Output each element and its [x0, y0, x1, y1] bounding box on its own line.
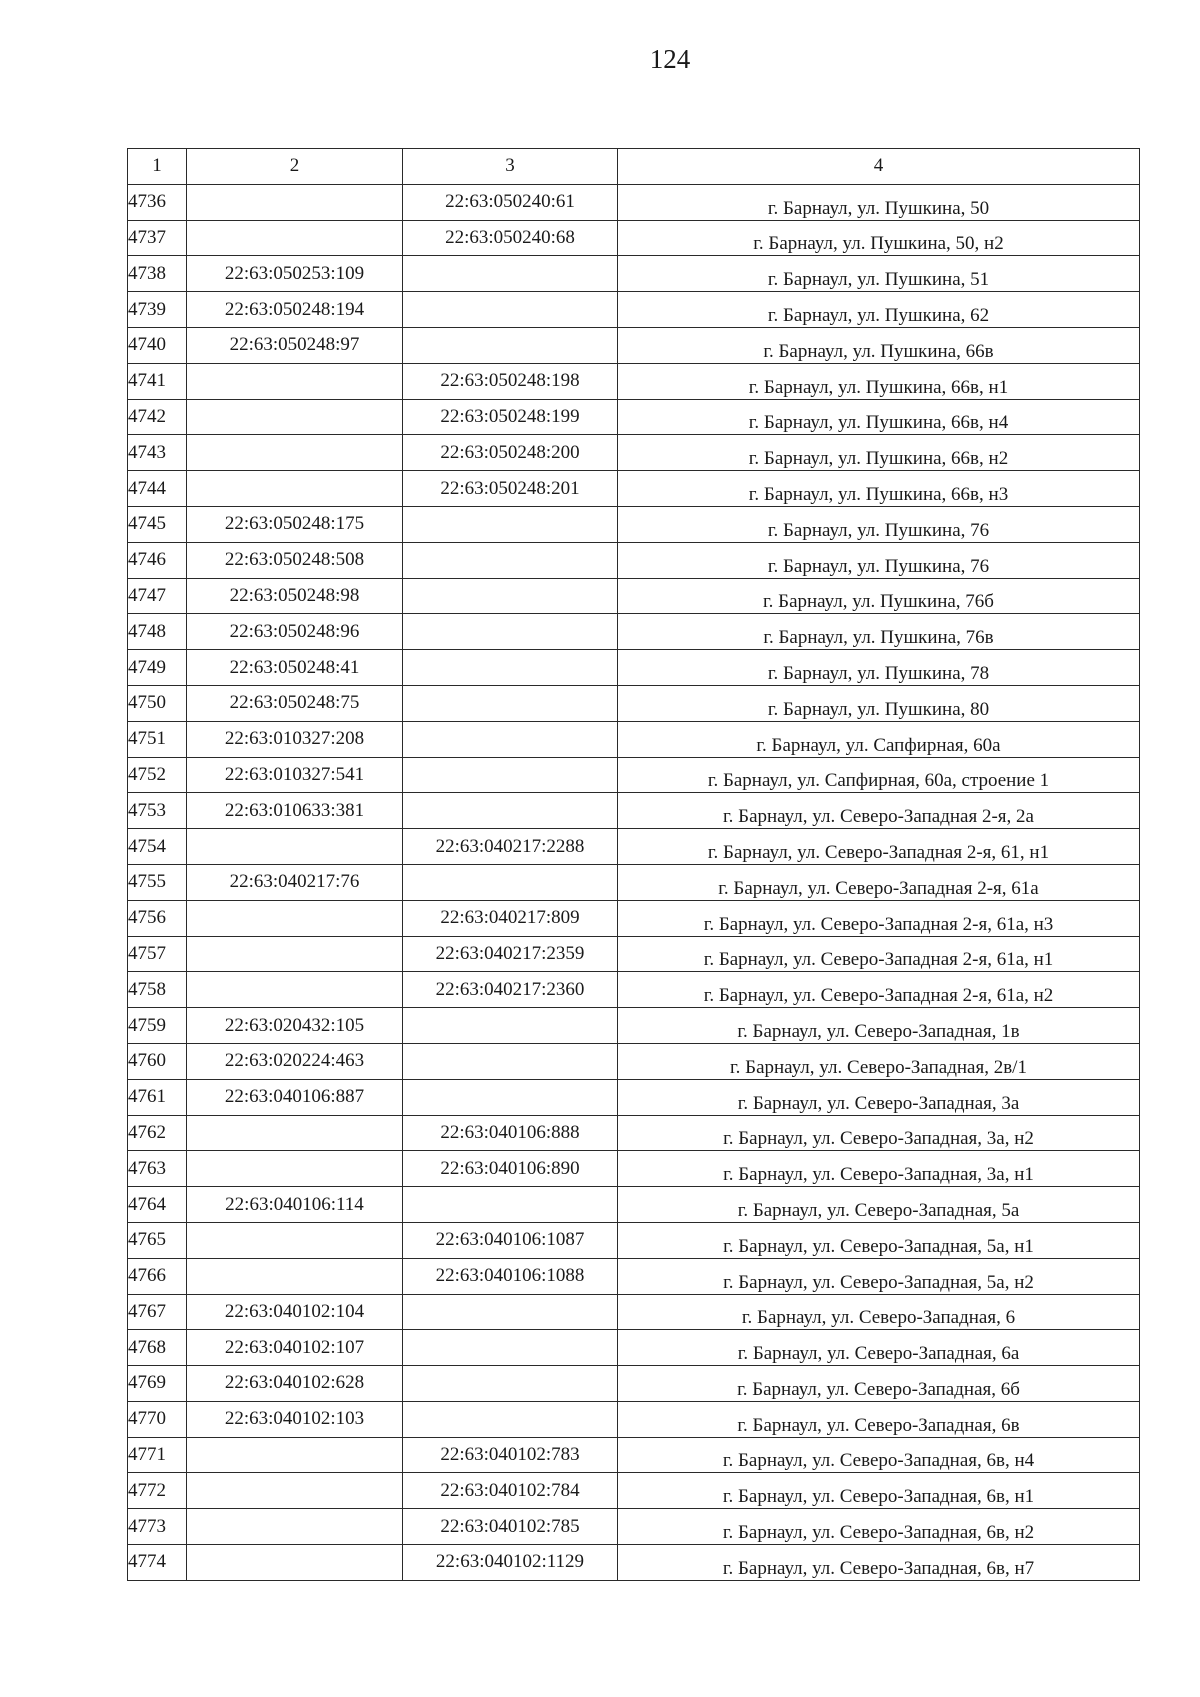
row-number-cell: 4747: [128, 578, 187, 614]
cadastral-number-col3-cell: [403, 614, 618, 650]
row-number-cell: 4763: [128, 1151, 187, 1187]
cadastral-table: [127, 148, 1140, 1581]
row-number-cell: 4764: [128, 1187, 187, 1223]
cadastral-number-col3-cell: [403, 793, 618, 829]
cadastral-number-col2-cell: [187, 1258, 403, 1294]
cadastral-number-col3-cell: [403, 1330, 618, 1366]
table-row: [128, 829, 1140, 865]
header-col-4: 4: [618, 149, 1140, 185]
table-row: [128, 220, 1140, 256]
cadastral-number-col3-cell: 22:63:040217:2360: [403, 972, 618, 1008]
cadastral-number-col2-cell: [187, 1437, 403, 1473]
row-number-cell: 4750: [128, 685, 187, 721]
row-number-cell: 4746: [128, 542, 187, 578]
table-row: [128, 1366, 1140, 1402]
table-row: [128, 1545, 1140, 1581]
cadastral-number-col3-cell: 22:63:040106:888: [403, 1115, 618, 1151]
cadastral-number-col3-cell: 22:63:040106:890: [403, 1151, 618, 1187]
table-row: [128, 542, 1140, 578]
cadastral-number-col3-cell: [403, 1187, 618, 1223]
table-row: [128, 435, 1140, 471]
address-cell: г. Барнаул, ул. Пушкина, 76: [618, 542, 1140, 578]
address-cell: г. Барнаул, ул. Северо-Западная 2-я, 61а: [618, 864, 1140, 900]
cadastral-number-col3-cell: [403, 1043, 618, 1079]
table-row: [128, 471, 1140, 507]
address-cell: г. Барнаул, ул. Северо-Западная, 6в: [618, 1401, 1140, 1437]
cadastral-number-col2-cell: [187, 471, 403, 507]
table-row: [128, 685, 1140, 721]
cadastral-number-col2-cell: 22:63:010633:381: [187, 793, 403, 829]
row-number-cell: 4749: [128, 650, 187, 686]
address-cell: г. Барнаул, ул. Северо-Западная, 6в, н7: [618, 1545, 1140, 1581]
address-cell: г. Барнаул, ул. Пушкина, 76в: [618, 614, 1140, 650]
address-cell: г. Барнаул, ул. Северо-Западная, 6: [618, 1294, 1140, 1330]
row-number-cell: 4760: [128, 1043, 187, 1079]
table-row: [128, 1115, 1140, 1151]
cadastral-number-col2-cell: [187, 220, 403, 256]
header-col-1: 1: [128, 149, 187, 185]
row-number-cell: 4772: [128, 1473, 187, 1509]
address-cell: г. Барнаул, ул. Сапфирная, 60а: [618, 721, 1140, 757]
cadastral-number-col2-cell: [187, 363, 403, 399]
cadastral-number-col2-cell: 22:63:050248:97: [187, 327, 403, 363]
header-col-2: 2: [187, 149, 403, 185]
cadastral-number-col2-cell: 22:63:050248:508: [187, 542, 403, 578]
cadastral-number-col2-cell: [187, 1115, 403, 1151]
address-cell: г. Барнаул, ул. Северо-Западная 2-я, 61а, н3: [618, 900, 1140, 936]
address-cell: г. Барнаул, ул. Северо-Западная, 6в, н2: [618, 1509, 1140, 1545]
address-cell: г. Барнаул, ул. Северо-Западная, 3а: [618, 1079, 1140, 1115]
cadastral-number-col2-cell: [187, 972, 403, 1008]
table-row: [128, 1473, 1140, 1509]
header-row: [128, 149, 1140, 185]
table-row: [128, 936, 1140, 972]
cadastral-number-col2-cell: 22:63:050248:75: [187, 685, 403, 721]
address-cell: г. Барнаул, ул. Северо-Западная, 6а: [618, 1330, 1140, 1366]
table-row: [128, 1151, 1140, 1187]
cadastral-number-col3-cell: 22:63:040217:2359: [403, 936, 618, 972]
address-cell: г. Барнаул, ул. Северо-Западная, 2в/1: [618, 1043, 1140, 1079]
row-number-cell: 4754: [128, 829, 187, 865]
table-row: [128, 1187, 1140, 1223]
cadastral-number-col2-cell: [187, 936, 403, 972]
cadastral-number-col3-cell: [403, 256, 618, 292]
row-number-cell: 4739: [128, 292, 187, 328]
cadastral-number-col3-cell: [403, 292, 618, 328]
address-cell: г. Барнаул, ул. Пушкина, 76: [618, 506, 1140, 542]
cadastral-number-col3-cell: 22:63:040106:1087: [403, 1222, 618, 1258]
table-row: [128, 864, 1140, 900]
cadastral-number-col2-cell: [187, 829, 403, 865]
table-row: [128, 363, 1140, 399]
cadastral-number-col3-cell: 22:63:040102:784: [403, 1473, 618, 1509]
address-cell: г. Барнаул, ул. Сапфирная, 60а, строение 1: [618, 757, 1140, 793]
cadastral-number-col2-cell: 22:63:040102:103: [187, 1401, 403, 1437]
cadastral-number-col3-cell: [403, 1401, 618, 1437]
cadastral-number-col3-cell: 22:63:040102:1129: [403, 1545, 618, 1581]
row-number-cell: 4752: [128, 757, 187, 793]
cadastral-number-col2-cell: [187, 435, 403, 471]
address-cell: г. Барнаул, ул. Пушкина, 66в: [618, 327, 1140, 363]
row-number-cell: 4770: [128, 1401, 187, 1437]
cadastral-number-col3-cell: 22:63:040217:2288: [403, 829, 618, 865]
row-number-cell: 4738: [128, 256, 187, 292]
row-number-cell: 4774: [128, 1545, 187, 1581]
cadastral-number-col2-cell: 22:63:040217:76: [187, 864, 403, 900]
cadastral-number-col2-cell: 22:63:040102:107: [187, 1330, 403, 1366]
table-row: [128, 900, 1140, 936]
cadastral-number-col3-cell: [403, 864, 618, 900]
row-number-cell: 4762: [128, 1115, 187, 1151]
cadastral-number-col2-cell: [187, 1509, 403, 1545]
row-number-cell: 4769: [128, 1366, 187, 1402]
row-number-cell: 4765: [128, 1222, 187, 1258]
cadastral-number-col2-cell: 22:63:020224:463: [187, 1043, 403, 1079]
cadastral-number-col2-cell: [187, 1545, 403, 1581]
cadastral-number-col3-cell: 22:63:050248:199: [403, 399, 618, 435]
table-row: [128, 757, 1140, 793]
row-number-cell: 4773: [128, 1509, 187, 1545]
cadastral-number-col2-cell: 22:63:040106:114: [187, 1187, 403, 1223]
cadastral-number-col2-cell: 22:63:040106:887: [187, 1079, 403, 1115]
row-number-cell: 4755: [128, 864, 187, 900]
cadastral-number-col3-cell: [403, 542, 618, 578]
row-number-cell: 4753: [128, 793, 187, 829]
cadastral-number-col3-cell: [403, 685, 618, 721]
address-cell: г. Барнаул, ул. Пушкина, 66в, н3: [618, 471, 1140, 507]
address-cell: г. Барнаул, ул. Пушкина, 62: [618, 292, 1140, 328]
row-number-cell: 4768: [128, 1330, 187, 1366]
cadastral-number-col3-cell: [403, 1294, 618, 1330]
row-number-cell: 4736: [128, 184, 187, 220]
cadastral-number-col3-cell: [403, 721, 618, 757]
address-cell: г. Барнаул, ул. Северо-Западная, 5а, н1: [618, 1222, 1140, 1258]
cadastral-number-col3-cell: 22:63:050248:200: [403, 435, 618, 471]
row-number-cell: 4737: [128, 220, 187, 256]
cadastral-number-col3-cell: [403, 1366, 618, 1402]
table-row: [128, 1401, 1140, 1437]
cadastral-number-col3-cell: [403, 1008, 618, 1044]
row-number-cell: 4766: [128, 1258, 187, 1294]
address-cell: г. Барнаул, ул. Северо-Западная, 6в, н4: [618, 1437, 1140, 1473]
cadastral-number-col2-cell: [187, 900, 403, 936]
table-row: [128, 1043, 1140, 1079]
cadastral-number-col3-cell: 22:63:050248:201: [403, 471, 618, 507]
table-row: [128, 256, 1140, 292]
table-row: [128, 1079, 1140, 1115]
cadastral-number-col3-cell: 22:63:040217:809: [403, 900, 618, 936]
table-row: [128, 1008, 1140, 1044]
cadastral-number-col3-cell: 22:63:050248:198: [403, 363, 618, 399]
row-number-cell: 4759: [128, 1008, 187, 1044]
cadastral-number-col2-cell: 22:63:040102:104: [187, 1294, 403, 1330]
row-number-cell: 4757: [128, 936, 187, 972]
table-row: [128, 1509, 1140, 1545]
cadastral-number-col2-cell: [187, 1473, 403, 1509]
table-row: [128, 1330, 1140, 1366]
cadastral-number-col3-cell: 22:63:040106:1088: [403, 1258, 618, 1294]
cadastral-number-col2-cell: 22:63:050248:175: [187, 506, 403, 542]
row-number-cell: 4767: [128, 1294, 187, 1330]
address-cell: г. Барнаул, ул. Северо-Западная, 3а, н2: [618, 1115, 1140, 1151]
cadastral-number-col2-cell: 22:63:050253:109: [187, 256, 403, 292]
row-number-cell: 4745: [128, 506, 187, 542]
address-cell: г. Барнаул, ул. Пушкина, 66в, н2: [618, 435, 1140, 471]
address-cell: г. Барнаул, ул. Северо-Западная, 3а, н1: [618, 1151, 1140, 1187]
row-number-cell: 4761: [128, 1079, 187, 1115]
address-cell: г. Барнаул, ул. Пушкина, 78: [618, 650, 1140, 686]
table-row: [128, 578, 1140, 614]
table-row: [128, 1294, 1140, 1330]
header-col-3: 3: [403, 149, 618, 185]
address-cell: г. Барнаул, ул. Северо-Западная, 1в: [618, 1008, 1140, 1044]
cadastral-number-col2-cell: [187, 1222, 403, 1258]
row-number-cell: 4756: [128, 900, 187, 936]
address-cell: г. Барнаул, ул. Пушкина, 66в, н1: [618, 363, 1140, 399]
table-row: [128, 650, 1140, 686]
cadastral-number-col2-cell: 22:63:050248:96: [187, 614, 403, 650]
table-row: [128, 1258, 1140, 1294]
cadastral-number-col2-cell: [187, 399, 403, 435]
table-row: [128, 1222, 1140, 1258]
address-cell: г. Барнаул, ул. Северо-Западная, 5а: [618, 1187, 1140, 1223]
cadastral-number-col3-cell: [403, 1079, 618, 1115]
row-number-cell: 4744: [128, 471, 187, 507]
cadastral-number-col3-cell: [403, 506, 618, 542]
cadastral-number-col2-cell: 22:63:050248:41: [187, 650, 403, 686]
cadastral-number-col3-cell: [403, 757, 618, 793]
address-cell: г. Барнаул, ул. Северо-Западная, 5а, н2: [618, 1258, 1140, 1294]
cadastral-number-col3-cell: [403, 650, 618, 686]
row-number-cell: 4740: [128, 327, 187, 363]
cadastral-number-col2-cell: 22:63:020432:105: [187, 1008, 403, 1044]
cadastral-number-col3-cell: [403, 327, 618, 363]
table-header: [128, 149, 1140, 185]
cadastral-number-col2-cell: 22:63:010327:208: [187, 721, 403, 757]
row-number-cell: 4741: [128, 363, 187, 399]
cadastral-number-col2-cell: [187, 184, 403, 220]
cadastral-number-col3-cell: 22:63:050240:61: [403, 184, 618, 220]
table-row: [128, 614, 1140, 650]
table-row: [128, 292, 1140, 328]
row-number-cell: 4743: [128, 435, 187, 471]
table-row: [128, 506, 1140, 542]
address-cell: г. Барнаул, ул. Северо-Западная 2-я, 61а, н2: [618, 972, 1140, 1008]
cadastral-number-col3-cell: 22:63:050240:68: [403, 220, 618, 256]
table-row: [128, 399, 1140, 435]
cadastral-number-col3-cell: [403, 578, 618, 614]
row-number-cell: 4771: [128, 1437, 187, 1473]
address-cell: г. Барнаул, ул. Северо-Западная, 6б: [618, 1366, 1140, 1402]
table-row: [128, 972, 1140, 1008]
cadastral-number-col3-cell: 22:63:040102:785: [403, 1509, 618, 1545]
address-cell: г. Барнаул, ул. Северо-Западная, 6в, н1: [618, 1473, 1140, 1509]
row-number-cell: 4742: [128, 399, 187, 435]
address-cell: г. Барнаул, ул. Пушкина, 51: [618, 256, 1140, 292]
address-cell: г. Барнаул, ул. Северо-Западная 2-я, 2а: [618, 793, 1140, 829]
address-cell: г. Барнаул, ул. Пушкина, 80: [618, 685, 1140, 721]
address-cell: г. Барнаул, ул. Пушкина, 66в, н4: [618, 399, 1140, 435]
cadastral-number-col2-cell: 22:63:010327:541: [187, 757, 403, 793]
cadastral-number-col2-cell: 22:63:040102:628: [187, 1366, 403, 1402]
address-cell: г. Барнаул, ул. Пушкина, 50, н2: [618, 220, 1140, 256]
cadastral-number-col2-cell: 22:63:050248:98: [187, 578, 403, 614]
cadastral-number-col2-cell: [187, 1151, 403, 1187]
address-cell: г. Барнаул, ул. Пушкина, 50: [618, 184, 1140, 220]
table-body: [128, 184, 1140, 1580]
table-row: [128, 327, 1140, 363]
table-row: [128, 793, 1140, 829]
table-row: [128, 184, 1140, 220]
address-cell: г. Барнаул, ул. Пушкина, 76б: [618, 578, 1140, 614]
table-row: [128, 721, 1140, 757]
row-number-cell: 4748: [128, 614, 187, 650]
page-number: 124: [649, 44, 691, 74]
cadastral-number-col3-cell: 22:63:040102:783: [403, 1437, 618, 1473]
row-number-cell: 4758: [128, 972, 187, 1008]
address-cell: г. Барнаул, ул. Северо-Западная 2-я, 61а, н1: [618, 936, 1140, 972]
cadastral-number-col2-cell: 22:63:050248:194: [187, 292, 403, 328]
table-row: [128, 1437, 1140, 1473]
row-number-cell: 4751: [128, 721, 187, 757]
address-cell: г. Барнаул, ул. Северо-Западная 2-я, 61, н1: [618, 829, 1140, 865]
